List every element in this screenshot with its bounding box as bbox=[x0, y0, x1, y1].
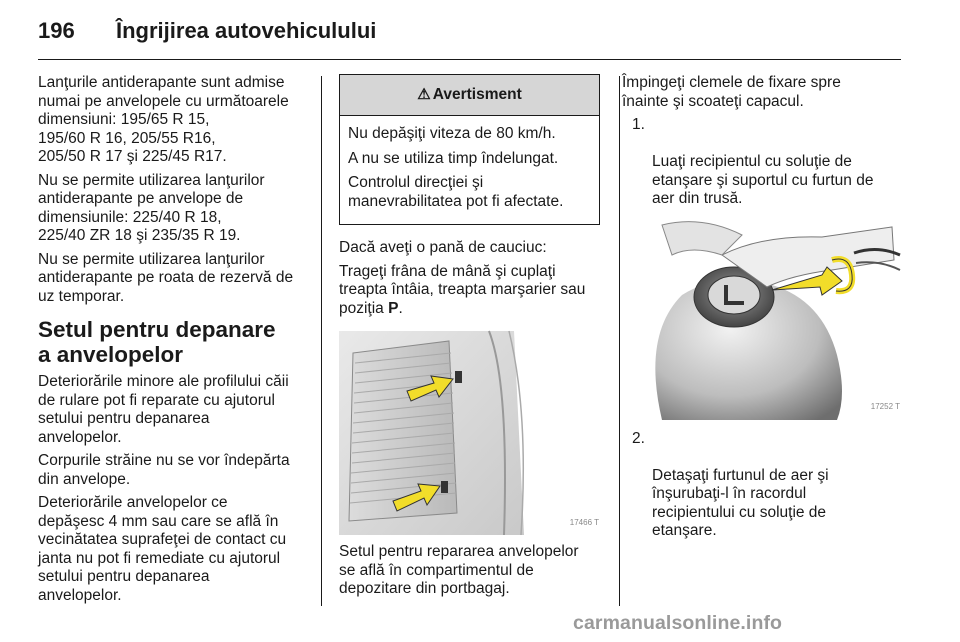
section-heading: Setul pentru depanare a anvelopelor bbox=[38, 317, 276, 367]
column-divider-2 bbox=[619, 76, 620, 606]
figure-code: 17252 T bbox=[870, 402, 900, 411]
warning-header bbox=[340, 75, 599, 116]
storage-compartment-illustration bbox=[339, 323, 601, 535]
paragraph bbox=[339, 263, 603, 319]
storage-compartment-figure bbox=[339, 323, 603, 535]
page-title: Îngrijirea autovehiculului bbox=[116, 18, 377, 43]
paragraph-text: Trageţi frâna de mână şi cuplaţi treapta întâia, treapta marşarier sau poziţia bbox=[339, 262, 586, 317]
column-2 bbox=[339, 74, 603, 604]
warning-box bbox=[339, 74, 600, 225]
watermark: carmanualsonline.info bbox=[573, 612, 783, 634]
paragraph: Deteriorările minore ale profilului căii de rulare pot fi reparate cu ajutorul setului pentru depanarea anvelopelor. bbox=[38, 373, 289, 446]
warning-title: Avertisment bbox=[432, 85, 522, 103]
gear-position-label: P bbox=[388, 299, 399, 317]
sealant-bottle-figure bbox=[622, 215, 904, 420]
paragraph: Nu se permite utilizarea lanţurilor antiderapante pe anvelope de dimensiunile: 225/40 R 18, 225/40 ZR 18 şi 235/35 R 19. bbox=[38, 171, 265, 244]
column-1 bbox=[38, 74, 310, 610]
sealant-bottle-illustration bbox=[622, 215, 902, 420]
step-number: 2. bbox=[632, 429, 645, 447]
warning-line: A nu se utiliza timp îndelungat. bbox=[348, 149, 559, 167]
steps-list bbox=[622, 430, 904, 541]
column-3 bbox=[622, 74, 904, 547]
figure-code: 17466 T bbox=[569, 517, 599, 527]
page-number: 196 bbox=[38, 18, 75, 43]
paragraph: Împingeţi clemele de fixare spre înainte şi scoateţi capacul. bbox=[622, 74, 841, 110]
paragraph: Deteriorările anvelopelor ce depăşesc 4 mm sau care se află în vecinătatea suprafeţei de contact cu janta nu pot fi remediate cu ajutorul setului pentru depanarea anvelopelor. bbox=[38, 494, 287, 604]
warning-body bbox=[340, 116, 599, 224]
step-text: Detaşaţi furtunul de aer şi înşurubaţi-l în racordul recipientului cu soluţie de etanşare. bbox=[652, 466, 829, 539]
paragraph: Dacă aveţi o pană de cauciuc: bbox=[339, 239, 547, 256]
paragraph: Nu se permite utilizarea lanţurilor antiderapante pe roata de rezervă de uz temporar. bbox=[38, 250, 294, 305]
paragraph-text: . bbox=[398, 299, 403, 317]
header-rule bbox=[38, 59, 901, 60]
warning-triangle-icon: ⚠ bbox=[417, 85, 431, 103]
list-item bbox=[622, 430, 904, 541]
step-text: Luaţi recipientul cu soluţie de etanşare şi suportul cu furtun de aer din trusă. bbox=[652, 153, 874, 207]
column-divider-1 bbox=[321, 76, 322, 606]
paragraph: Setul pentru repararea anvelopelor se află în compartimentul de depozitare din portbagaj. bbox=[339, 543, 579, 597]
paragraph: Corpurile străine nu se vor îndepărta din anvelope. bbox=[38, 452, 290, 488]
steps-list bbox=[622, 116, 904, 209]
paragraph: Lanţurile antiderapante sunt admise numai pe anvelopele cu următoarele dimensiuni: 195/65 R 15, 195/60 R 16, 205/55 R16, 205/50 R 17 şi 225/45 R17. bbox=[38, 74, 289, 165]
step-number: 1. bbox=[632, 116, 645, 133]
warning-line: Controlul direcţiei şi manevrabilitatea pot fi afectate. bbox=[348, 174, 564, 210]
list-item bbox=[622, 116, 904, 209]
warning-line: Nu depăşiţi viteza de 80 km/h. bbox=[348, 125, 556, 142]
